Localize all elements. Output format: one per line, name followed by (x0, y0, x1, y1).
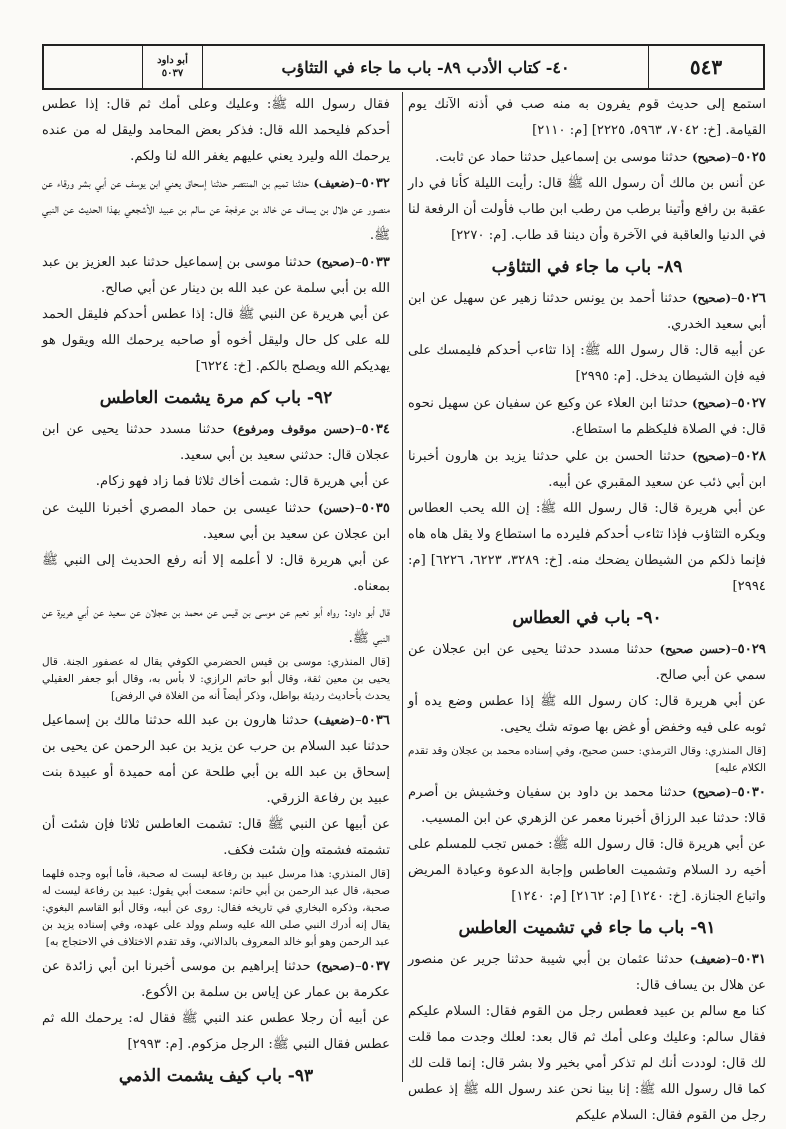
hadith-entry: ٥٠٢٥–(صحيح) حدثنا موسى بن إسماعيل حدثنا حماد عن ثابت. (435, 150, 766, 165)
book-name: أبو داود (157, 55, 188, 66)
hadith-text: عن أبي هريرة قال: شمت أخاك ثلاثا فما زاد فهو زكام. (95, 474, 390, 489)
hadith-entry: ٥٠٢٨–(صحيح) حدثنا الحسن بن علي حدثنا يزيد بن هارون أخبرنا ابن أبي ذئب عن سعيد المقبري عن أبيه. (408, 449, 766, 490)
hadith-number: ٥٠٣٧ (361, 959, 390, 974)
right-column (408, 92, 766, 1123)
hadith-number: ٥٠٣٤ (361, 422, 390, 437)
hadith-grade: (حسن) (318, 501, 356, 515)
isnad-text: حدثنا هارون بن عبد الله حدثنا مالك بن إسماعيل حدثنا عبد السلام بن حرب عن يزيد بن عبد الرحمن عن يحيى بن إسحاق بن عبد الله بن أبي طلحة عن أمه حميدة أو عبيدة بنت عبيد بن رفاعة الزرقي. (42, 713, 390, 806)
hadith-text: عن أبيه قال: قال رسول الله ﷺ: إذا تثاءب أحدكم فليمسك على فيه فإن الشيطان يدخل. [م: ٢٩٩٥] (408, 343, 766, 384)
hadith-number: ٥٠٣٠ (737, 785, 766, 800)
isnad-text: حدثنا مسدد حدثنا يحيى عن ابن عجلان قال: حدثني سعيد بن أبي سعيد. (42, 422, 390, 463)
hadith-entry: ٥٠٣١–(ضعيف) حدثنا عثمان بن أبي شيبة حدثنا جرير عن منصور عن هلال بن يساف قال: (408, 952, 766, 993)
hadith-text: عن أبي هريرة قال: لا أعلمه إلا أنه رفع الحديث إلى النبي ﷺ بمعناه. (42, 553, 390, 594)
hadith-text: عن أبي هريرة قال: قال رسول الله ﷺ: خمس تجب للمسلم على أخيه رد السلام وتشميت العاطس وإجابة الدعوة وعيادة المريض واتباع الجنازة. [خ: ١٢٤٠] [م: ٢١٦٢] [م: ١٢٤٠] (408, 837, 766, 904)
hadith-entry: ٥٠٣٧–(صحيح) حدثنا إبراهيم بن موسى أخبرنا ابن أبي زائدة عن عكرمة بن عمار عن إياس بن سلمة بن الأكوع. (42, 959, 390, 1000)
hadith-grade: (صحيح) (692, 150, 732, 164)
hadith-number: ٥٠٣٣ (361, 255, 390, 270)
hadith-number: ٥٠٢٩ (737, 642, 766, 657)
hadith-number: ٥٠٢٨ (737, 449, 766, 464)
hadith-grade: (صحيح) (692, 449, 732, 463)
chapter-heading: ٩٢- باب كم مرة يشمت العاطس (99, 388, 333, 408)
hadith-grade: (ضعيف) (313, 176, 356, 190)
hadith-entry: ٥٠٣٠–(صحيح) حدثنا محمد بن داود بن سفيان وخشيش بن أصرم قالا: حدثنا عبد الرزاق أخبرنا معمر عن الزهري عن ابن المسيب. (408, 785, 766, 826)
page-number: ٥٤٣ (648, 46, 763, 88)
footnote: [قال المنذري: هذا مرسل عبيد بن رفاعة ليست له صحبة، فأما أبوه وجده فلهما صحبة، قال عبد الرحمن بن أبي حاتم: سمعت أبي يقول: عبيد بن رفاعة ليست له صحبة، وذكره البخاري في تاريخه فقال: روى عن أبيه، وقال أبو القاسم البغوي: يقال إنه أدرك النبي صلى الله عليه وسلم وولد على عهده، وفي إسناده يزيد بن عبد الرحمن وهو أبو خالد المعروف بالدالاني، وقد تقدم الاختلاف في الاحتجاج به] (42, 868, 390, 948)
page-header (42, 44, 765, 90)
hadith-entry: ٥٠٣٢–(ضعيف) حدثنا تميم بن المنتصر حدثنا إسحاق يعني ابن يوسف عن أبي بشر ورقاء عن منصور عن هلال بن يساف عن خالد بن عرفجة عن سالم بن عبيد الأشجعي بهذا الحديث عن النبي ﷺ. (42, 176, 390, 243)
blank-cell (42, 46, 142, 88)
hadith-entry: ٥٠٣٣–(صحيح) حدثنا موسى بن إسماعيل حدثنا عبد العزيز بن عبد الله بن أبي سلمة عن عبد الله بن دينار عن أبي صالح. (42, 255, 390, 296)
hadith-grade: (صحيح) (316, 959, 356, 973)
hadith-grade: (حسن صحيح) (659, 642, 732, 656)
hadith-number: ٥٠٣١ (737, 952, 766, 967)
hadith-text: استمع إلى حديث قوم يفرون به منه صب في أذنه الآنك يوم القيامة. [خ: ٧٠٤٢، ٥٩٦٣، ٢٢٢٥] [م: ٢١١٠] (408, 97, 766, 138)
hadith-entry: ٥٠٣٥–(حسن) حدثنا عيسى بن حماد المصري أخبرنا الليث عن ابن عجلان عن سعيد بن أبي سعيد. (42, 501, 390, 542)
isnad-text: حدثنا الحسن بن علي حدثنا يزيد بن هارون أخبرنا ابن أبي ذئب عن سعيد المقبري عن أبيه. (408, 449, 766, 490)
hadith-number: ٥٠٣٦ (361, 713, 391, 728)
chapter-heading: ٩٣- باب كيف يشمت الذمي (118, 1066, 314, 1086)
isnad-text: حدثنا أحمد بن يونس حدثنا زهير عن سهيل عن ابن أبي سعيد الخدري. (408, 291, 766, 332)
hadith-grade: (صحيح) (692, 291, 732, 305)
isnad-text: حدثنا ابن العلاء عن وكيع عن سفيان عن سهيل نحوه قال: في الصلاة فليكظم ما استطاع. (408, 396, 766, 437)
chapter-heading: ٩٠- باب في العطاس (512, 608, 662, 628)
hadith-entry: ٥٠٢٧–(صحيح) حدثنا ابن العلاء عن وكيع عن سفيان عن سهيل نحوه قال: في الصلاة فليكظم ما استطاع. (408, 396, 766, 437)
hadith-number: ٥٠٢٧ (737, 396, 766, 411)
hadith-text: قال أبو داود: رواه أبو نعيم عن موسى بن قيس عن محمد بن عجلان عن سعيد عن أبي هريرة عن النبي ﷺ. (42, 605, 390, 646)
hadith-entry: ٥٠٢٦–(صحيح) حدثنا أحمد بن يونس حدثنا زهير عن سهيل عن ابن أبي سعيد الخدري. (408, 291, 766, 332)
isnad-text: حدثنا عيسى بن حماد المصري أخبرنا الليث عن ابن عجلان عن سعيد بن أبي سعيد. (42, 501, 390, 542)
hadith-entry: ٥٠٢٩–(حسن صحيح) حدثنا مسدد حدثنا يحيى عن ابن عجلان عن سمي عن أبي صالح. (408, 642, 766, 683)
hadith-number: ٥٠٢٦ (737, 291, 766, 306)
hadith-grade: (صحيح) (692, 785, 732, 799)
isnad-text: حدثنا عثمان بن أبي شيبة حدثنا جرير عن منصور عن هلال بن يساف قال: (408, 952, 766, 993)
column-divider (402, 92, 403, 1082)
hadith-number: ٥٠٣٢ (361, 176, 390, 191)
hadith-grade: (ضعيف) (313, 713, 356, 727)
book-box (142, 46, 202, 88)
hadith-text: عن أنس بن مالك أن رسول الله ﷺ قال: رأيت الليلة كأنا في دار عقبة بن رافع وأتينا برطب من رطب ابن طاب فأولت أن الرفعة لنا في الدنيا والعاقبة في الآخرة وأن ديننا قد طاب. [م: ٢٢٧٠] (408, 176, 766, 243)
hadith-entry: ٥٠٣٤–(حسن موقوف ومرفوع) حدثنا مسدد حدثنا يحيى عن ابن عجلان قال: حدثني سعيد بن أبي سعيد. (42, 422, 390, 463)
left-column (42, 92, 391, 1086)
hadith-text: عن أبيها عن النبي ﷺ قال: تشمت العاطس ثلاثا فإن شئت أن تشمته فشمته وإن شئت فكف. (42, 817, 390, 858)
isnad-text: حدثنا موسى بن إسماعيل حدثنا عبد العزيز بن عبد الله بن أبي سلمة عن عبد الله بن دينار عن أبي صالح. (42, 255, 390, 296)
hadith-text: عن أبيه أن رجلا عطس عند النبي ﷺ فقال له: يرحمك الله ثم عطس فقال النبي ﷺ: الرجل مزكوم. [م: ٢٩٩٣] (42, 1011, 390, 1052)
chapter-heading: ٨٩- باب ما جاء في التثاؤب (491, 257, 683, 277)
hadith-grade: (صحيح) (316, 255, 356, 269)
isnad-text: حدثنا محمد بن داود بن سفيان وخشيش بن أصرم قالا: حدثنا عبد الرزاق أخبرنا معمر عن الزهري عن ابن المسيب. (408, 785, 766, 826)
hadith-text: فقال رسول الله ﷺ: وعليك وعلى أمك ثم قال: إذا عطس أحدكم فليحمد الله قال: فذكر بعض المحامد وليقل له من عنده يرحمك الله وليرد يعني عليهم يغفر الله لنا ولكم. (42, 97, 390, 164)
isnad-text: حدثنا موسى بن إسماعيل حدثنا حماد عن ثابت. (435, 150, 688, 165)
footnote: [قال المنذري: وقال الترمذي: حسن صحيح، وفي إسناده محمد بن عجلان وقد تقدم الكلام عليه] (408, 745, 766, 774)
hadith-text: عن أبي هريرة قال: كان رسول الله ﷺ إذا عطس وضع يده أو ثوبه على فيه وخفض أو غض بها صوته شك يحيى. (408, 694, 766, 735)
running-title: ٤٠- كتاب الأدب ٨٩- باب ما جاء في التثاؤب (202, 46, 648, 88)
isnad-text: حدثنا مسدد حدثنا يحيى عن ابن عجلان عن سمي عن أبي صالح. (408, 642, 766, 683)
hadith-grade: (حسن موقوف ومرفوع) (232, 422, 356, 436)
hadith-text: عن أبي هريرة عن النبي ﷺ قال: إذا عطس أحدكم فليقل الحمد لله على كل حال وليقل أخوه أو صاحبه يرحمك الله ويقول هو يهديكم الله ويصلح بالكم. [خ: ٦٢٢٤] (42, 307, 390, 374)
hadith-grade: (ضعيف) (689, 952, 732, 966)
hadith-grade: (صحيح) (692, 396, 732, 410)
hadith-range: ٥٠٣٧ (161, 68, 184, 79)
hadith-text: عن أبي هريرة قال: قال رسول الله ﷺ: إن الله يحب العطاس ويكره التثاؤب فإذا تثاءب أحدكم فليرده ما استطاع ولا يقل هاه هاه فإنما ذلكم من الشيطان يضحك منه. [خ: ٣٢٨٩، ٦٢٢٣، ٦٢٢٦] [م: ٢٩٩٤] (408, 501, 766, 594)
isnad-text: حدثنا إبراهيم بن موسى أخبرنا ابن أبي زائدة عن عكرمة بن عمار عن إياس بن سلمة بن الأكوع. (42, 959, 390, 1000)
hadith-entry: ٥٠٣٦–(ضعيف) حدثنا هارون بن عبد الله حدثنا مالك بن إسماعيل حدثنا عبد السلام بن حرب عن يزيد بن عبد الرحمن عن يحيى بن إسحاق بن عبد الله بن أبي طلحة عن أمه حميدة أو عبيدة بنت عبيد بن رفاعة الزرقي. (42, 713, 391, 806)
footnote: [قال المنذري: موسى بن قيس الحضرمي الكوفي يقال له عصفور الجنة. قال يحيى بن معين ثقة، وقال أبو حاتم الرازي: لا بأس به، وقال أبو جعفر العقيلي يحدث بأحاديث رديئة بواطل، وذكر أيضاً أنه من الغلاة في الرفض] (42, 656, 390, 702)
hadith-number: ٥٠٢٥ (737, 150, 766, 165)
isnad-text: حدثنا تميم بن المنتصر حدثنا إسحاق يعني ابن يوسف عن أبي بشر ورقاء عن منصور عن هلال بن يساف عن خالد بن عرفجة عن سالم بن عبيد الأشجعي بهذا الحديث عن النبي ﷺ. (42, 176, 390, 243)
chapter-heading: ٩١- باب ما جاء في تشميت العاطس (458, 918, 716, 938)
hadith-text: كنا مع سالم بن عبيد فعطس رجل من القوم فقال: السلام عليكم فقال سالم: وعليك وعلى أمك ثم قال بعد: لعلك وجدت مما قلت لك قال: لوددت أنك لم تذكر أمي بخير ولا بشر قال: إنما قلت لك كما قال رسول الله ﷺ: إنا بينا نحن عند رسول الله ﷺ إذ عطس رجل من القوم فقال: السلام عليكم (408, 1004, 766, 1123)
hadith-number: ٥٠٣٥ (361, 501, 390, 516)
